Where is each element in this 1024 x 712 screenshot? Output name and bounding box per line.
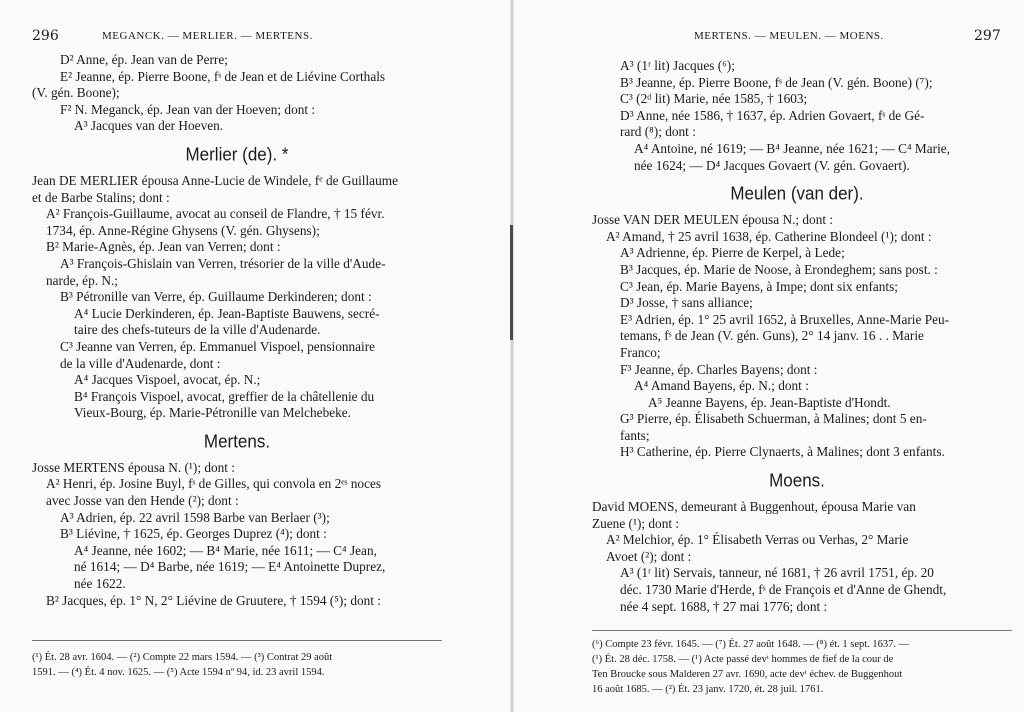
footnote-line: (¹) Ét. 28 avr. 1604. — (²) Compte 22 mars 1594. — (³) Contrat 29 août	[32, 652, 333, 663]
entry-line: A³ (1ʳ lit) Jacques (⁶);	[620, 58, 735, 73]
entry-line: E² Jeanne, ép. Pierre Boone, fˢ de Jean et de Liévine Corthals	[60, 68, 386, 84]
entry-line: A⁴ Amand Bayens, ép. N.; dont :	[634, 378, 809, 394]
entry-line: A³ (1ʳ lit) Servais, tanneur, né 1681, † 26 avril 1751, ép. 20	[620, 565, 934, 581]
footnote-line: Ten Broucke sous Malderen 27 avr. 1690, acte devᵗ échev. de Buggenhout	[592, 669, 903, 680]
entry-line: narde, ép. N.;	[46, 272, 118, 288]
entry-line: H³ Catherine, ép. Pierre Clynaerts, à Malines; dont 3 enfants.	[620, 444, 945, 460]
entry-line: A² François-Guillaume, avocat au conseil de Flandre, † 15 févr.	[46, 206, 385, 222]
footnote-line: 16 août 1685. — (²) Ét. 23 janv. 1720, ét. 28 juil. 1761.	[592, 684, 824, 695]
entry-line: née 1624; — D⁴ Jacques Govaert (V. gén. Govaert).	[634, 157, 910, 173]
entry-line: E³ Adrien, ép. 1° 25 avril 1652, à Bruxelles, Anne-Marie Peu-	[620, 311, 950, 327]
entry-line: 1734, ép. Anne-Régine Ghysens (V. gén. Ghysens);	[46, 222, 320, 238]
entry-line: Josse VAN DER MEULEN épousa N.; dont :	[592, 212, 834, 228]
entry-line: née 1622.	[74, 576, 126, 592]
entry-line: A⁴ Jacques Vispoel, avocat, ép. N.;	[74, 372, 261, 388]
footnote-rule	[592, 630, 1012, 631]
entry-line: D³ Josse, † sans alliance;	[620, 295, 753, 311]
footnotes	[592, 637, 1012, 697]
entry-line: de la ville d'Audenarde, dont :	[60, 355, 221, 371]
entry-line: A² Amand, † 25 avril 1638, ép. Catherine Blondeel (¹); dont :	[606, 228, 932, 244]
entry-line: B³ Jacques, ép. Marie de Noose, à Erondeghem; sans post. :	[620, 261, 938, 277]
footnote-line: (¹) Ét. 28 déc. 1758. — (¹) Acte passé devᵗ hommes de fief de la cour de	[592, 654, 894, 665]
entry-line: A³ Jacques van der Hoeven.	[74, 118, 224, 134]
entry-line: fants;	[620, 427, 650, 443]
page-number: 296	[32, 28, 59, 44]
section-heading-merlier: Merlier (de). *	[185, 143, 289, 165]
footnote-line: 1591. — (⁴) Ét. 4 nov. 1625. — (⁵) Acte 1594 nº 94, id. 23 avril 1594.	[32, 667, 325, 678]
entry-line: F³ Jeanne, ép. Charles Bayens; dont :	[620, 361, 818, 377]
entry-line: taire des chefs-tuteurs de la ville d'Audenarde.	[74, 322, 321, 338]
entry-line: D² Anne, ép. Jean van de Perre;	[60, 52, 228, 67]
entry-line: B⁴ François Vispoel, avocat, greffier de la châtellenie du	[74, 388, 375, 404]
entry-line: D³ Anne, née 1586, † 1637, ép. Adrien Govaert, fˢ de Gé-	[620, 107, 925, 123]
footnotes	[32, 650, 442, 680]
entry-line: A⁵ Jeanne Bayens, ép. Jean-Baptiste d'Hondt.	[648, 394, 891, 410]
entry-line: C³ (2ᵈ lit) Marie, née 1585, † 1603;	[620, 91, 808, 107]
entry-line: A² Melchior, ép. 1° Élisabeth Verras ou Verhas, 2° Marie	[606, 532, 909, 548]
entry-line: Jean DE MERLIER épousa Anne-Lucie de Windele, fᵉ de Guillaume	[32, 172, 398, 188]
entry-line: (V. gén. Boone);	[32, 85, 120, 101]
entry-line: B² Jacques, ép. 1° N, 2° Liévine de Gruutere, † 1594 (⁵); dont :	[46, 592, 381, 608]
right-page-body	[592, 58, 1002, 615]
entry-line: B³ Liévine, † 1625, ép. Georges Duprez (⁴); dont :	[60, 526, 327, 542]
entry-line: B² Marie-Agnès, ép. Jean van Verren; dont :	[46, 239, 281, 255]
footnote-line: (⁶) Compte 23 févr. 1645. — (⁷) Ét. 27 août 1648. — (⁸) ét. 1 sept. 1637. —	[592, 639, 910, 650]
entry-line: Vieux-Bourg, ép. Marie-Pétronille van Melchebeke.	[74, 405, 351, 421]
entry-line: Josse MERTENS épousa N. (¹); dont :	[32, 459, 235, 475]
entry-line: A³ Adrien, ép. 22 avril 1598 Barbe van Berlaer (³);	[60, 509, 330, 525]
entry-line: C³ Jeanne van Verren, ép. Emmanuel Vispoel, pensionnaire	[60, 338, 376, 354]
entry-line: David MOENS, demeurant à Buggenhout, épousa Marie van	[592, 499, 916, 515]
entry-line: née 4 sept. 1688, † 27 mai 1776; dont :	[620, 598, 828, 614]
running-head: MERTENS. — MEULEN. — MOENS.	[694, 30, 884, 42]
section-heading-meulen: Meulen (van der).	[730, 183, 864, 205]
entry-line: rard (⁸); dont :	[620, 124, 696, 140]
footnote-rule	[32, 640, 442, 641]
section-heading-mertens: Mertens.	[203, 430, 271, 452]
entry-line: A⁴ Lucie Derkinderen, ép. Jean-Baptiste Bauwens, secré-	[74, 305, 380, 321]
entry-line: B³ Pétronille van Verre, ép. Guillaume Derkinderen; dont :	[60, 289, 372, 305]
left-page-body	[32, 52, 442, 609]
page-number: 297	[974, 28, 1001, 44]
entry-line: déc. 1730 Marie d'Herde, fˢ de François et d'Anne de Ghendt,	[620, 582, 947, 598]
entry-line: Avoet (²); dont :	[606, 548, 692, 564]
entry-line: né 1614; — D⁴ Barbe, née 1619; — E⁴ Antoinette Duprez,	[74, 559, 386, 575]
entry-line: A⁴ Antoine, né 1619; — B⁴ Jeanne, née 1621; — C⁴ Marie,	[634, 140, 950, 156]
entry-line: A³ Adrienne, ép. Pierre de Kerpel, à Lede;	[620, 245, 845, 261]
running-head: MEGANCK. — MERLIER. — MERTENS.	[102, 30, 313, 42]
entry-line: avec Josse van den Hende (²); dont :	[46, 493, 239, 509]
entry-line: B³ Jeanne, ép. Pierre Boone, fˢ de Jean (V. gén. Boone) (⁷);	[620, 74, 933, 90]
entry-line: A³ François-Ghislain van Verren, trésorier de la ville d'Aude-	[60, 255, 386, 271]
right-page	[512, 0, 1024, 712]
entry-line: Franco;	[620, 344, 661, 360]
entry-line: temans, fˢ de Jean (V. gén. Guns), 2° 14 janv. 16 . . Marie	[620, 328, 924, 344]
entry-line: Zuene (¹); dont :	[592, 515, 680, 531]
entry-line: et de Barbe Stalins; dont :	[32, 189, 170, 205]
entry-line: C³ Jean, ép. Marie Bayens, à Impe; dont six enfants;	[620, 278, 898, 294]
entry-line: G³ Pierre, ép. Élisabeth Schuerman, à Malines; dont 5 en-	[620, 411, 927, 427]
entry-line: A⁴ Jeanne, née 1602; — B⁴ Marie, née 1611; — C⁴ Jean,	[74, 542, 377, 558]
entry-line: A² Henri, ép. Josine Buyl, fˢ de Gilles, qui convola en 2ᵉˢ noces	[46, 476, 382, 492]
entry-line: F² N. Meganck, ép. Jean van der Hoeven; dont :	[60, 101, 316, 117]
section-heading-moens: Moens.	[769, 470, 825, 491]
